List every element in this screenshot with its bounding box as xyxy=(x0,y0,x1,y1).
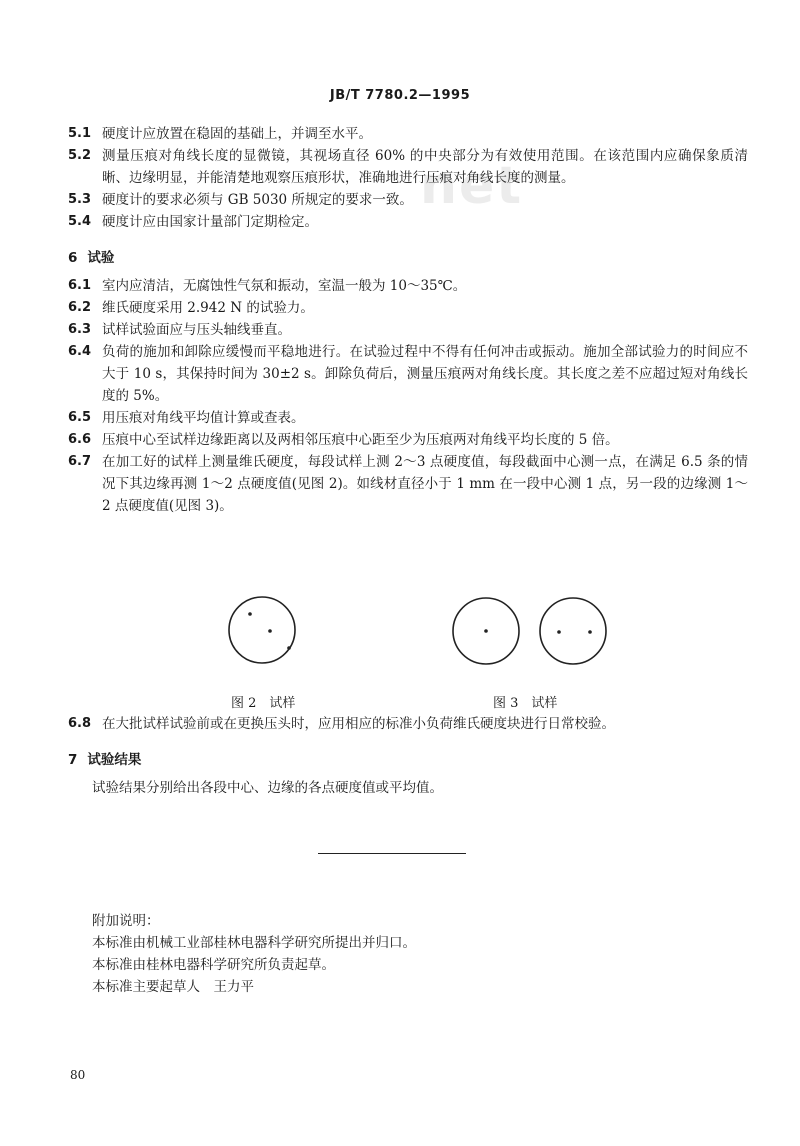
appendix-line: 本标准由桂林电器科学研究所负责起草。 xyxy=(92,957,335,973)
indent-point xyxy=(268,629,272,633)
page-number: 80 xyxy=(70,1068,86,1082)
indent-point xyxy=(557,630,561,634)
watermark: net xyxy=(420,156,524,216)
clause-text: 压痕中心至试样边缘距离以及两相邻压痕中心距至少为压痕两对角线平均长度的 5 倍。 xyxy=(102,432,619,448)
indent-point xyxy=(287,646,291,650)
clause-number: 5.2 xyxy=(68,148,92,163)
clause-number: 6.1 xyxy=(68,278,92,293)
clause-text: 在大批试样试验前或在更换压头时，应用相应的标准小负荷维氏硬度块进行日常校验。 xyxy=(102,716,615,732)
clause-text: 测量压痕对角线长度的显微镜，其视场直径 60% 的中央部分为有效使用范围。在该范围内应确保象质清晰、边缘明显，并能清楚地观察压痕形状，准确地进行压痕对角线长度的测量。 xyxy=(102,148,748,186)
clause-number: 5.4 xyxy=(68,214,92,229)
clause-number: 6.5 xyxy=(68,410,92,425)
section-title: 试验 xyxy=(87,250,115,266)
appendix-title: 附加说明： xyxy=(92,913,160,929)
clause-number: 6.4 xyxy=(68,344,92,359)
clause-text: 硬度计应由国家计量部门定期检定。 xyxy=(102,214,318,230)
section-7-body: 试验结果分别给出各段中心、边缘的各点硬度值或平均值。 xyxy=(92,780,443,796)
clause-text: 硬度计的要求必须与 GB 5030 所规定的要求一致。 xyxy=(102,192,413,208)
clause-text: 负荷的施加和卸除应缓慢而平稳地进行。在试验过程中不得有任何冲击或振动。施加全部试验力的时间应不大于 10 s，其保持时间为 30±2 s。卸除负荷后，测量压痕两对角线长度。其长度之差不应超过短对角线长度的 5%。 xyxy=(102,344,748,404)
clause-number: 6.2 xyxy=(68,300,92,315)
clause-6-8 xyxy=(68,713,748,735)
clause-text: 维氏硬度采用 2.942 N 的试验力。 xyxy=(102,300,314,316)
figure-3-specimens xyxy=(453,598,606,664)
clause-text: 试样试验面应与压头轴线垂直。 xyxy=(102,322,291,338)
appendix-line: 本标准主要起草人 王力平 xyxy=(92,979,254,995)
specimen-cross-section xyxy=(229,597,295,663)
clause-number: 6.7 xyxy=(68,454,92,469)
indent-point xyxy=(484,629,488,633)
specimen-cross-section xyxy=(540,598,606,664)
figure-2-specimen xyxy=(229,597,295,663)
figure-3-caption: 图 3 试样 xyxy=(493,696,558,711)
end-rule xyxy=(318,853,466,854)
indent-point xyxy=(248,612,252,616)
section-number: 6 xyxy=(68,250,78,266)
clause-number: 6.6 xyxy=(68,432,92,447)
standard-number-header: JB/T 7780.2—1995 xyxy=(329,88,471,103)
figure-2-caption: 图 2 试样 xyxy=(231,696,296,711)
indent-point xyxy=(588,630,592,634)
clause-text: 用压痕对角线平均值计算或查表。 xyxy=(102,410,305,426)
clause-number: 5.1 xyxy=(68,126,92,141)
clause-text: 硬度计应放置在稳固的基础上，并调至水平。 xyxy=(102,126,372,142)
clause-text: 室内应清洁，无腐蚀性气氛和振动，室温一般为 10～35℃。 xyxy=(102,278,467,294)
clause-number: 6.8 xyxy=(68,716,92,731)
section-7-heading xyxy=(68,748,151,768)
clause-number: 6.3 xyxy=(68,322,92,337)
section-title: 试验结果 xyxy=(87,752,142,768)
clause-text: 在加工好的试样上测量维氏硬度，每段试样上测 2～3 点硬度值，每段截面中心测一点，在满足 6.5 条的情况下其边缘再测 1～2 点硬度值(见图 2)。如线材直径小于 1 mm 在一段中心测 1 点，另一段的边缘测 1～2 点硬度值(见图 3)。 xyxy=(102,454,748,514)
appendix-line: 本标准由机械工业部桂林电器科学研究所提出并归口。 xyxy=(92,935,416,951)
section-number: 7 xyxy=(68,752,78,768)
clause-number: 5.3 xyxy=(68,192,92,207)
